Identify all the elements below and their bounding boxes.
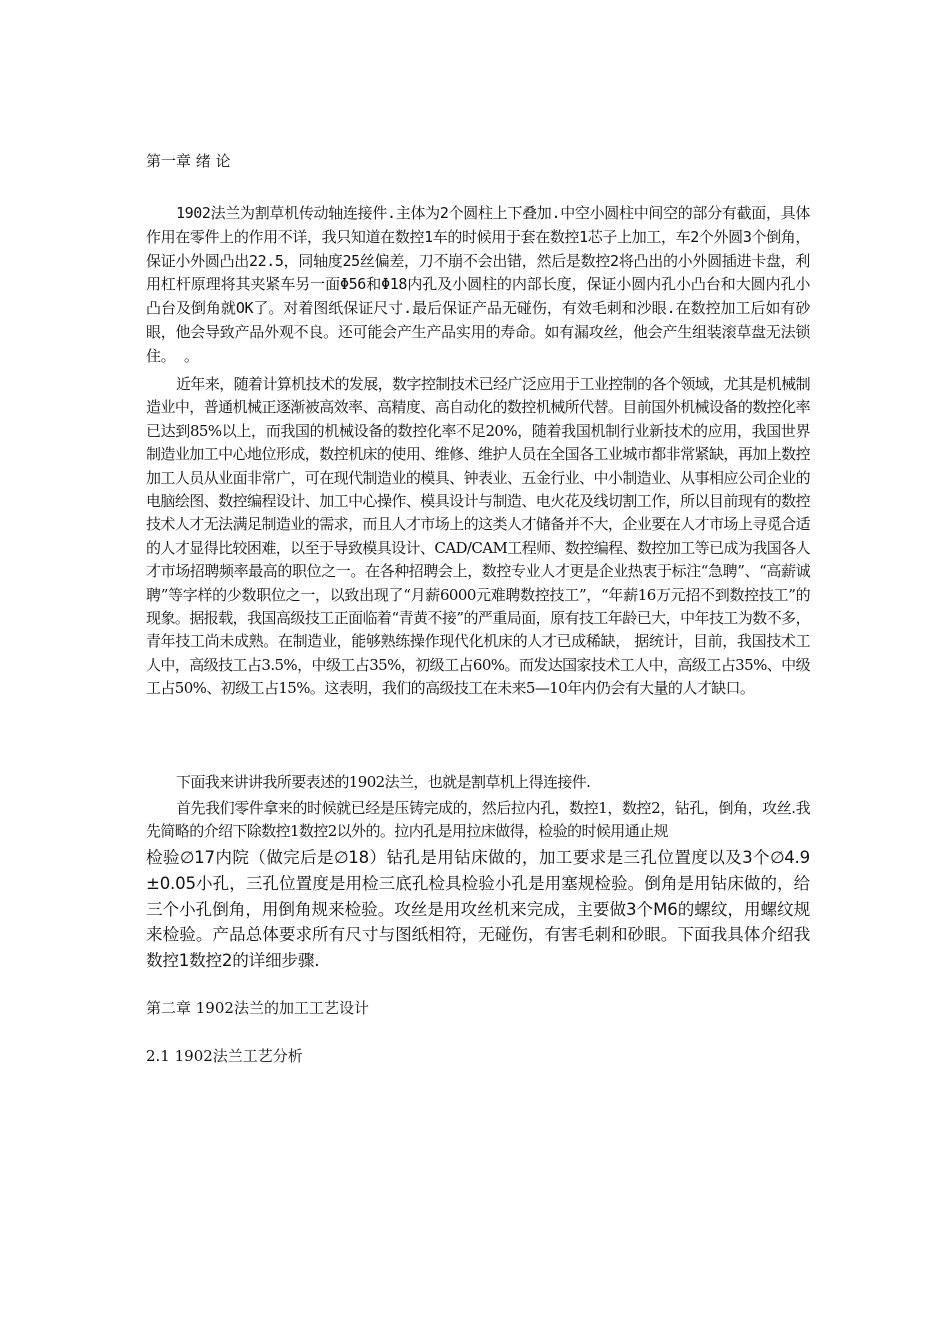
paragraph-cnc-background: 近年来，随着计算机技术的发展，数字控制技术已经广泛应用于工业控制的各个领域，尤其是机械制造业中，普通机械正逐渐被高效率、高精度、高自动化的数控机械所代替。目前国外机械设备的数控化率已达到85%以上，而我国的机械设备的数控化率不足20%，随着我国机制行业新技术的应用，我国世界制造业加工中心地位形成，数控机床的使用、维修、维护人员在全国各工业城市都非常紧缺，再加上数控加工人员从业面非常广，可在现代制造业的模具、钟表业、五金行业、中小制造业、从事相应公司企业的电脑绘图、数控编程设计、加工中心操作、模具设计与制造、电火花及线切割工作，所以目前现有的数控技术人才无法满足制造业的需求，而且人才市场上的这类人才储备并不大，企业要在人才市场上寻觅合适的人才显得比较困难，以至于导致模具设计、CAD/CAM工程师、数控编程、数控加工等已成为我国各人才市场招聘频率最高的职位之一。在各种招聘会上，数控专业人才更是企业热衷于标注“急聘”、“高薪诚聘”等字样的少数职位之一，以致出现了“月薪6000元难聘数控技工”，“年薪16万元招不到数控技工”的现象。据报载，我国高级技工正面临着“青黄不接”的严重局面，原有技工年龄已大，中年技工为数不多，青年技工尚未成熟。在制造业，能够熟练操作现代化机床的人才已成稀缺， 据统计，目前，我国技术工人中，高级技工占3.5%，中级工占35%，初级工占60%。而发达国家技术工人中，高级工占35%、中级工占50%、初级工占15%。这表明，我们的高级技工在未来5—10年内仍会有大量的人才缺口。 (146, 375, 810, 698)
paragraph-introduction: 下面我来讲讲我所要表述的1902法兰，也就是割草机上得连接件. (176, 773, 591, 791)
paragraph-flange-overview: 1902法兰为割草机传动轴连接件.主体为2个圆柱上下叠加.中空小圆柱中间空的部分有截面，具体作用在零件上的作用不详，我只知道在数控1车的时候用于套在数控1芯子上加工，车2个外圆3个倒角，保证小外圆凸出22.5，同轴度25丝偏差，刀不崩不会出错，然后是数控2将凸出的小外圆插进卡盘，利用杠杆原理将其夹紧车另一面Φ56和Φ18内孔及小圆柱的内部长度，保证小圆内孔小凸台和大圆内孔小凸台及倒角就OK了。对着图纸保证尺寸.最后保证产品无碰伤，有效毛刺和沙眼.在数控加工后如有砂眼，他会导致产品外观不良。还可能会产生产品实用的寿命。如有漏攻丝，他会产生组装滚草盘无法锁住。 。 (146, 204, 810, 365)
chapter-2-title: 第二章 1902法兰的加工工艺设计 (146, 999, 369, 1017)
paragraph-process-steps-continued: 检验∅17内院（做完后是∅18）钻孔是用钻床做的，加工要求是三孔位置度以及3个∅4.9±0.05小孔，三孔位置度是用检三底孔检具检验小孔是用塞规检验。倒角是用钻床做的，给三个小孔倒角，用倒角规来检验。攻丝是用攻丝机来完成，主要做3个M6的螺纹，用螺纹规来检验。产品总体要求所有尺寸与图纸相符，无碰伤，有害毛刺和砂眼。下面我具体介绍我数控1数控2的详细步骤. (146, 848, 810, 971)
chapter-1-title: 第一章 绪 论 (146, 152, 231, 170)
section-2-1-title: 2.1 1902法兰工艺分析 (146, 1047, 303, 1065)
paragraph-process-steps: 首先我们零件拿来的时候就已经是压铸完成的，然后拉内孔，数控1，数控2，钻孔，倒角，攻丝.我先简略的介绍下除数控1数控2以外的。拉内孔是用拉床做得，检验的时候用通止规 (146, 799, 810, 841)
